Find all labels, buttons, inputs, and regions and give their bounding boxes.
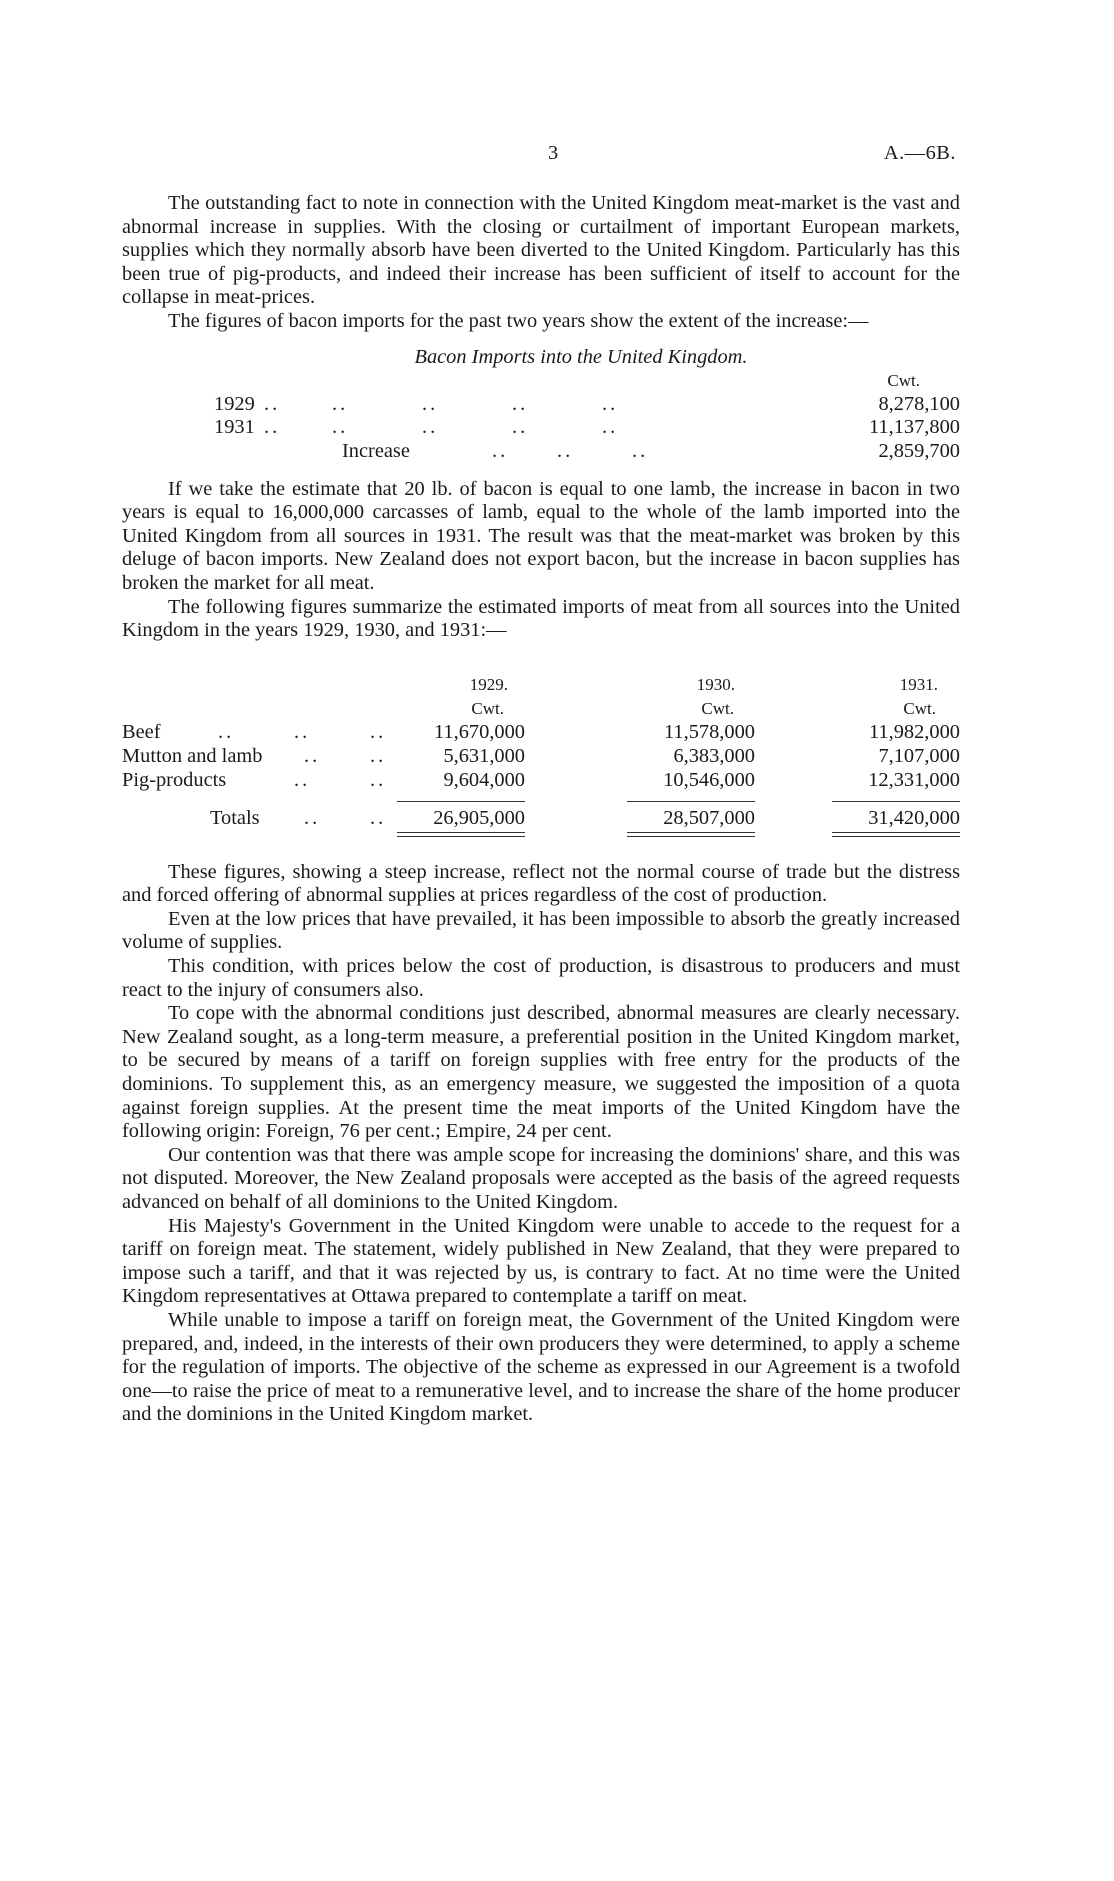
document-reference: A.—6B.	[883, 142, 956, 164]
row-value: 2,859,700	[878, 439, 960, 462]
table-row	[122, 745, 960, 769]
leader-dots: ..	[294, 768, 311, 791]
year-header: 1930.	[696, 674, 735, 694]
total-value: 31,420,000	[868, 806, 960, 829]
double-divider	[627, 832, 755, 837]
leader-dots: ..	[512, 392, 529, 415]
leader-dots: ..	[370, 720, 387, 743]
cell-value: 11,670,000	[433, 720, 525, 743]
total-rules	[122, 793, 960, 807]
paragraph: This condition, with prices below the cost of production, is disastrous to producers and must react to the injury of consumers also.	[122, 955, 960, 1001]
page-header	[0, 142, 1114, 168]
leader-dots: ..	[304, 806, 321, 829]
row-label: Beef	[122, 720, 161, 743]
unit-label: Cwt.	[903, 698, 936, 718]
table-row	[122, 440, 960, 464]
year-header: 1929.	[469, 674, 508, 694]
total-double-rules	[122, 831, 960, 839]
cell-value: 5,631,000	[443, 744, 525, 767]
leader-dots: ..	[422, 392, 439, 415]
paragraph: The outstanding fact to note in connection with the United Kingdom meat-market is the vast and abnormal increase in supplies. With the closing or curtailment of important European markets, supplies which they normally absorb have been diverted to the United Kingdom. Particularly has this been true of pig-products, and indeed their increase has been sufficient of itself to account for the collapse in meat-prices.	[122, 192, 960, 309]
unit-label: Cwt.	[887, 371, 920, 391]
cell-value: 12,331,000	[868, 768, 960, 791]
row-label: Pig-products	[122, 768, 227, 791]
totals-label: Totals	[210, 806, 260, 829]
row-label: Increase	[342, 439, 410, 462]
divider	[832, 801, 960, 802]
cell-value: 6,383,000	[673, 744, 755, 767]
leader-dots: ..	[492, 439, 509, 462]
leader-dots: ..	[264, 392, 281, 415]
leader-dots: ..	[422, 416, 439, 439]
leader-dots: ..	[602, 392, 619, 415]
leader-dots: ..	[294, 720, 311, 743]
total-value: 28,507,000	[663, 806, 755, 829]
bacon-imports-table	[122, 346, 960, 464]
row-label: Mutton and lamb	[122, 744, 263, 767]
leader-dots: ..	[370, 744, 387, 767]
row-label: 1931	[214, 416, 255, 439]
unit-label: Cwt.	[471, 698, 504, 718]
document-body	[122, 192, 960, 1427]
cell-value: 11,982,000	[868, 720, 960, 743]
double-divider	[832, 832, 960, 837]
leader-dots: ..	[370, 768, 387, 791]
leader-dots: ..	[632, 439, 649, 462]
double-divider	[397, 832, 525, 837]
table-unit-row	[122, 697, 960, 721]
paragraph: To cope with the abnormal conditions just described, abnormal measures are clearly necessary. New Zealand sought, as a long-term measure, a preferential position in the United Kingdom market, to be secured by means of a tariff on foreign supplies with free entry for the products of the dominions. To supplement this, as an emergency measure, we suggested the imposition of a quota against foreign supplies. At the present time the meat imports of the United Kingdom have the following origin: Foreign, 76 per cent.; Empire, 24 per cent.	[122, 1002, 960, 1143]
table-row	[122, 393, 960, 417]
table-row	[122, 769, 960, 793]
paragraph: His Majesty's Government in the United Kingdom were unable to accede to the request for a tariff on foreign meat. The statement, widely published in New Zealand, that they were prepared to impose such a tariff, and that it was rejected by us, is contrary to fact. At no time were the United Kingdom representatives at Ottawa prepared to contemplate a tariff on meat.	[122, 1214, 960, 1308]
paragraph: While unable to impose a tariff on foreign meat, the Government of the United Kingdom were prepared, and, indeed, in the interests of their own producers they were determined, to apply a scheme for the regulation of imports. The objective of the scheme as expressed in our Agreement is a twofold one—to raise the price of meat to a remunerative level, and to increase the share of the home producer and the dominions in the United Kingdom market.	[122, 1308, 960, 1426]
table-caption: Bacon Imports into the United Kingdom.	[414, 345, 748, 368]
paragraph: If we take the estimate that 20 lb. of bacon is equal to one lamb, the increase in bacon in two years is equal to 16,000,000 carcasses of lamb, equal to the whole of the lamb imported into the United Kingdom from all sources in 1931. The result was that the meat-market was broken by this deluge of bacon imports. New Zealand does not export bacon, but the increase in bacon supplies has broken the market for all meat.	[122, 477, 960, 594]
year-header: 1931.	[899, 674, 938, 694]
leader-dots: ..	[557, 439, 574, 462]
page-number: 3	[548, 142, 559, 164]
row-label: 1929	[214, 392, 255, 415]
cell-value: 10,546,000	[663, 768, 755, 791]
divider	[397, 801, 525, 802]
paragraph: Even at the low prices that have prevailed, it has been impossible to absorb the greatly increased volume of supplies.	[122, 907, 960, 954]
unit-label: Cwt.	[701, 698, 734, 718]
row-value: 8,278,100	[878, 392, 960, 415]
table-header-row	[122, 673, 960, 697]
cell-value: 9,604,000	[443, 768, 525, 791]
row-value: 11,137,800	[868, 416, 960, 439]
leader-dots: ..	[332, 392, 349, 415]
meat-imports-table	[122, 673, 960, 839]
divider	[627, 801, 755, 802]
cell-value: 7,107,000	[878, 744, 960, 767]
totals-row	[122, 807, 960, 831]
cell-value: 11,578,000	[663, 720, 755, 743]
leader-dots: ..	[602, 416, 619, 439]
leader-dots: ..	[512, 416, 529, 439]
leader-dots: ..	[332, 416, 349, 439]
leader-dots: ..	[264, 416, 281, 439]
paragraph: The following figures summarize the estimated imports of meat from all sources into the United Kingdom in the years 1929, 1930, and 1931:—	[122, 595, 960, 642]
paragraph: The figures of bacon imports for the past two years show the extent of the increase:—	[168, 309, 869, 332]
total-value: 26,905,000	[433, 806, 525, 829]
paragraph: These figures, showing a steep increase, reflect not the normal course of trade but the distress and forced offering of abnormal supplies at prices regardless of the cost of production.	[122, 860, 960, 907]
table-row	[122, 721, 960, 745]
leader-dots: ..	[304, 744, 321, 767]
table-header-row	[122, 369, 960, 393]
leader-dots: ..	[218, 720, 235, 743]
paragraph: Our contention was that there was ample scope for increasing the dominions' share, and this was not disputed. Moreover, the New Zealand proposals were accepted as the basis of the agreed requests advanced on behalf of all dominions to the United Kingdom.	[122, 1143, 960, 1213]
table-row	[122, 416, 960, 440]
leader-dots: ..	[370, 806, 387, 829]
